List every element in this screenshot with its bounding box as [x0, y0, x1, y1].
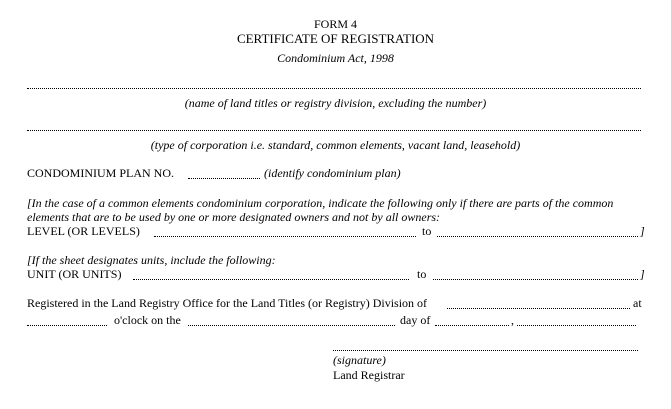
unit-label: UNIT (OR UNITS) — [27, 267, 122, 281]
signature-caption: (signature) — [333, 353, 386, 367]
level-from-line[interactable] — [154, 236, 416, 237]
plan-number-line[interactable] — [188, 178, 260, 179]
division-line[interactable] — [27, 88, 641, 89]
unit-close-bracket: ] — [640, 267, 645, 281]
division-name-line[interactable] — [447, 308, 630, 309]
plan-hint: (identify condominium plan) — [264, 166, 401, 180]
corporation-type-line[interactable] — [27, 130, 641, 131]
act-name: Condominium Act, 1998 — [277, 51, 394, 65]
corporation-type-caption: (type of corporation i.e. standard, common elements, vacant land, leasehold) — [150, 138, 521, 152]
at-label: at — [633, 296, 642, 310]
common-elements-instruction-1: [In the case of a common elements condominium corporation, indicate the following only if there are parts of the common — [27, 196, 614, 210]
day-of-label: day of — [400, 313, 431, 327]
units-instruction: [If the sheet designates units, include the following: — [27, 253, 276, 267]
date-comma: , — [511, 313, 514, 327]
level-to-label: to — [422, 224, 432, 238]
unit-to-line[interactable] — [433, 279, 638, 280]
form-number: FORM 4 — [313, 17, 357, 31]
signature-line[interactable] — [333, 350, 638, 351]
signatory-role: Land Registrar — [333, 368, 405, 382]
day-line[interactable] — [188, 325, 395, 326]
time-line[interactable] — [27, 325, 107, 326]
plan-label: CONDOMINIUM PLAN NO. — [27, 166, 174, 180]
unit-from-line[interactable] — [133, 279, 409, 280]
certificate-title: CERTIFICATE OF REGISTRATION — [236, 31, 435, 46]
level-label: LEVEL (OR LEVELS) — [27, 224, 140, 238]
unit-to-label: to — [417, 267, 427, 281]
registration-text: Registered in the Land Registry Office for the Land Titles (or Registry) Division of — [27, 296, 428, 310]
oclock-label: o'clock on the — [114, 313, 181, 327]
level-to-line[interactable] — [437, 236, 638, 237]
common-elements-instruction-2: elements that are to be used by one or more designated owners and not by all owners: — [27, 210, 441, 224]
level-close-bracket: ] — [640, 224, 645, 238]
division-caption: (name of land titles or registry division, excluding the number) — [184, 96, 487, 110]
year-line[interactable] — [517, 325, 636, 326]
month-line[interactable] — [435, 325, 509, 326]
